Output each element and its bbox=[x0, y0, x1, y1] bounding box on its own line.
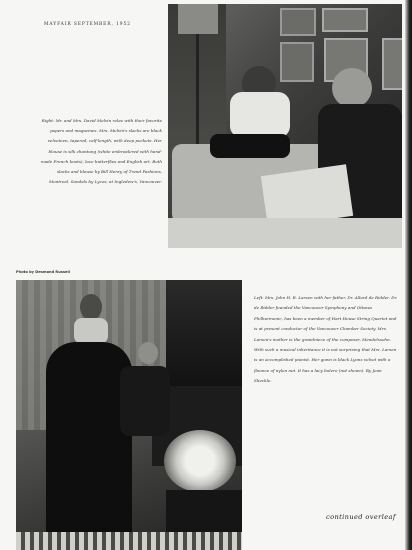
floor bbox=[168, 218, 402, 248]
woman-gown bbox=[46, 342, 132, 550]
piano-lid bbox=[166, 280, 242, 390]
woman-blouse bbox=[230, 92, 290, 138]
photo-couple-reading bbox=[168, 4, 402, 248]
man-figure bbox=[332, 68, 372, 108]
wall-frame bbox=[382, 38, 402, 90]
page-edge-shadow bbox=[405, 0, 412, 550]
wall-frame bbox=[280, 42, 314, 82]
woman-head bbox=[80, 294, 102, 320]
flowers bbox=[164, 430, 236, 492]
caption-top: Right: Mr. and Mrs. David Melvin relax with their favorite papers and magazines. Mrs. Melvin's slacks are black velveteen, tapered, calf-length, with deep pockets. Her blouse is silk chantung (white embroidered with hand-made French knots), lace butterflies and English art. Both slacks and blouse by Bill Henry of Trend Fashions, Montreal. Sandals by Lycos, at Ingledew's, Vancouver. bbox=[40, 118, 162, 185]
wall-frame bbox=[322, 8, 368, 32]
caption-bottom: Left: Mrs. John H. R. Larsen with her father, Dr. Allard de Ridder. Dr. de Ridder founded the Vancouver Symphony and Ottawa Philharmonic, has been a member of Hart House String Quartet and is at present conductor of the Vancouver Chamber Society. Mrs. Larsen's mother is the grandniece of the composer, Mendelssohn. With such a musical inheritance it is not surprising that Mrs. Larsen is an accomplished pianist. Her gown is black Lyons velvet with a flounce of nylon net. It has a lacy bolero (not shown). By Jean Sheckle. bbox=[254, 295, 398, 384]
page-header: MAYFAIR SEPTEMBER, 1952 bbox=[44, 22, 131, 27]
floor-lamp bbox=[178, 4, 218, 34]
photo-credit: Photo by Desmond Russell bbox=[16, 270, 70, 274]
wall-frame bbox=[280, 8, 316, 36]
man-body bbox=[120, 366, 170, 436]
photo-woman-piano bbox=[16, 280, 242, 550]
man-head bbox=[138, 342, 158, 364]
continued-overleaf: continued overleaf bbox=[326, 513, 396, 521]
rug bbox=[16, 532, 242, 550]
woman-slacks bbox=[210, 134, 290, 158]
woman-shoulders bbox=[74, 318, 108, 344]
